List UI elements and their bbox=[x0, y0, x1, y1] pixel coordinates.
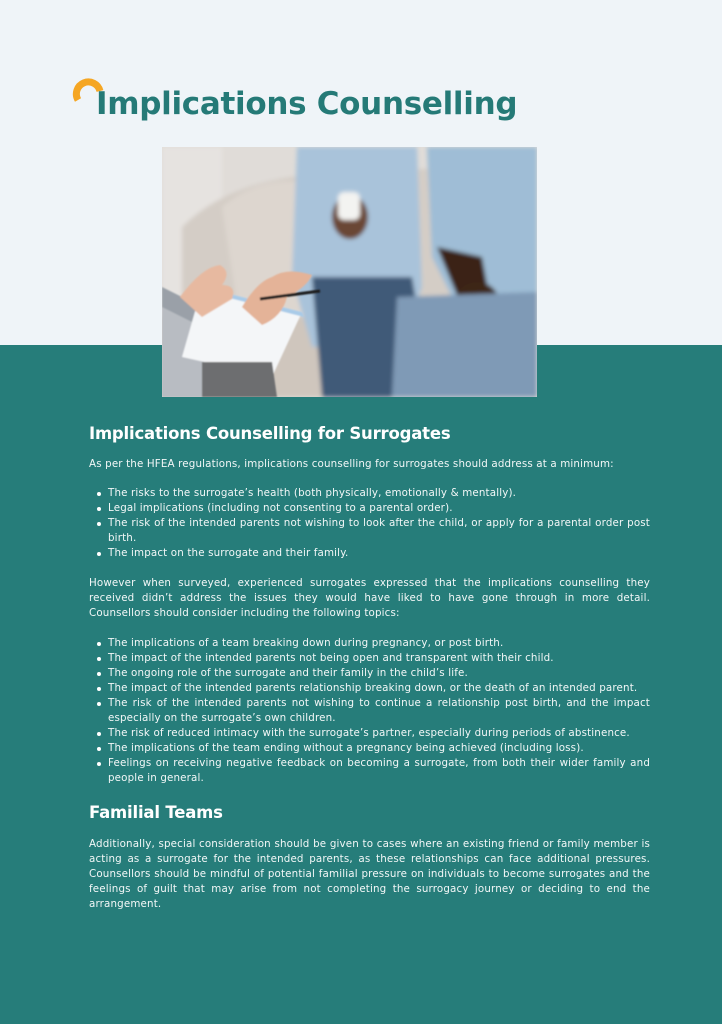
list-item: The risks to the surrogate’s health (both physically, emotionally & mentally). bbox=[108, 486, 650, 501]
section-heading-surrogates: Implications Counselling for Surrogates bbox=[89, 424, 451, 443]
list-item: Legal implications (including not consenting to a parental order). bbox=[108, 501, 650, 516]
survey-paragraph: However when surveyed, experienced surrogates expressed that the implications counselling they received didn’t address the issues they would have liked to have gone through in more detail. Counsellors should consider including the following topics: bbox=[89, 577, 650, 619]
suggested-topics-list bbox=[89, 636, 650, 786]
hero-photo bbox=[162, 147, 537, 397]
list-item: The risk of the intended parents not wishing to continue a relationship post birth, and the impact especially on the surrogate’s own children. bbox=[108, 697, 650, 724]
intro-paragraph: As per the HFEA regulations, implications counselling for surrogates should address at a minimum: bbox=[89, 458, 614, 470]
section-heading-familial: Familial Teams bbox=[89, 803, 223, 822]
minimum-requirements-list bbox=[89, 486, 650, 561]
list-item: The risk of the intended parents not wishing to look after the child, or apply for a parental order post birth. bbox=[108, 517, 650, 544]
counselling-session-image bbox=[162, 147, 537, 397]
list-item: The impact of the intended parents not being open and transparent with their child. bbox=[108, 651, 650, 666]
page-title: Implications Counselling bbox=[96, 86, 518, 122]
list-item: The impact of the intended parents relationship breaking down, or the death of an intended parent. bbox=[108, 681, 650, 696]
list-item: The implications of the team ending without a pregnancy being achieved (including loss). bbox=[108, 741, 650, 756]
list-item: The implications of a team breaking down during pregnancy, or post birth. bbox=[108, 636, 650, 651]
familial-paragraph: Additionally, special consideration should be given to cases where an existing friend or family member is acting as a surrogate for the intended parents, as these relationships can face additional pressures. Counsellors should be mindful of potential familial pressure on individuals to become surrogates and the feelings of guilt that may arise from not completing the surrogacy journey or deciding to end the arrangement. bbox=[89, 838, 650, 910]
list-item: The impact on the surrogate and their family. bbox=[108, 546, 650, 561]
list-item: The ongoing role of the surrogate and their family in the child’s life. bbox=[108, 666, 650, 681]
list-item: The risk of reduced intimacy with the surrogate’s partner, especially during periods of abstinence. bbox=[108, 726, 650, 741]
list-item: Feelings on receiving negative feedback on becoming a surrogate, from both their wider family and people in general. bbox=[108, 757, 650, 784]
main-content bbox=[89, 423, 650, 912]
